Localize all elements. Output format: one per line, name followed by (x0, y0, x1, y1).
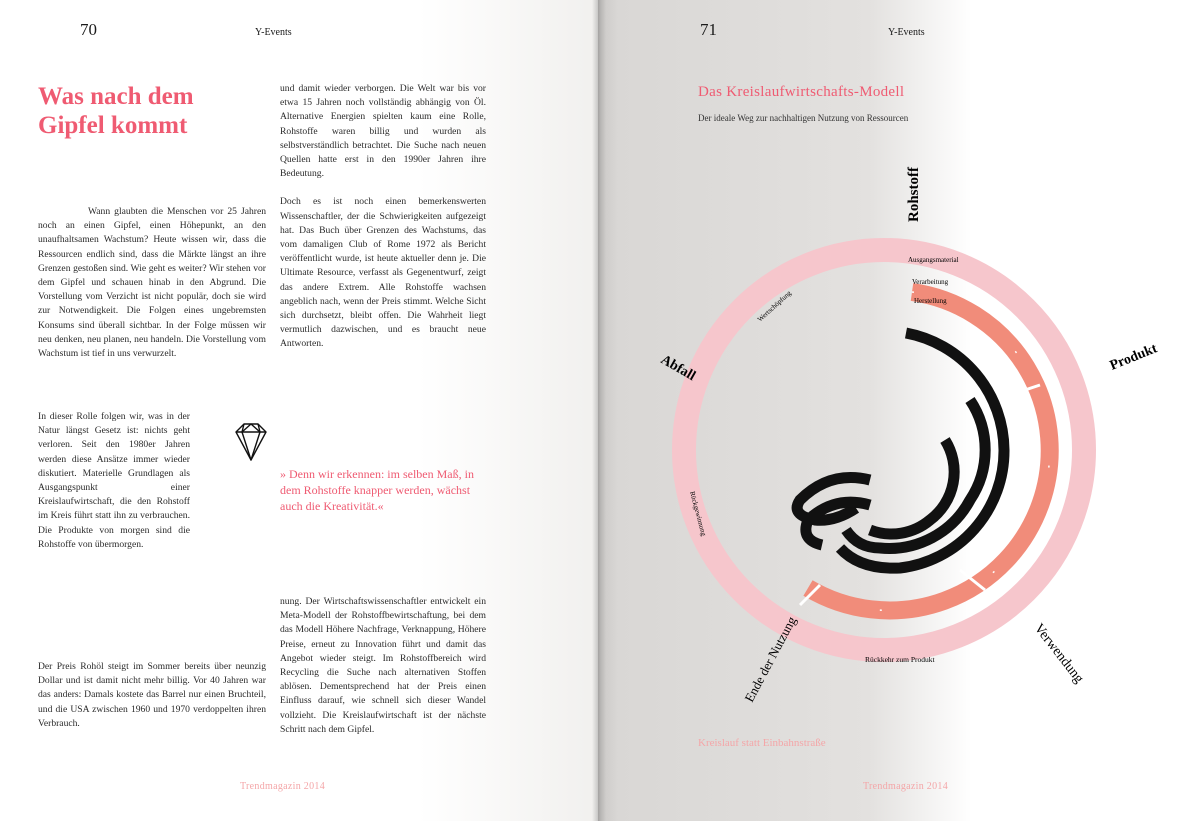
text-column-1-bottom (38, 660, 266, 745)
paragraph: Wann glaubten die Menschen vor 25 Jahren noch an einen Gipfel, einen Höhepunkt, an den unaufhaltsamen Wachstum? Heute wissen wir, dass die Ressourcen endlich sind, dass die Märkte längst an ihre Grenzen gestoßen sind. Wie geht es weiter? Wir stehen vor dem Gipfel und schauen hinab in den Abgrund. Die Vorstellung vom Verzicht ist nicht populär, doch sie wird zur Notwendigkeit. Die Folgen eines ungebremsten Konsums sind überall sichtbar. In der Folge müssen wir neu denken, neu planen, neu handeln. Die Vorstellung vom Wachstum ist tief in uns verwurzelt. (38, 206, 266, 360)
label-product: Produkt (1107, 341, 1160, 374)
label-arc-left-low: Rückgewinnung (688, 490, 708, 537)
left-page (0, 0, 598, 821)
page-footer: Trendmagazin 2014 (863, 781, 948, 792)
core-spiral (797, 333, 1004, 568)
label-inner-2: Verarbeitung (912, 278, 949, 286)
page-number: 70 (80, 20, 97, 39)
diagram-title: Das Kreislaufwirtschafts-Modell (698, 84, 905, 100)
label-inner-1: Ausgangsmaterial (908, 256, 959, 264)
book-gutter (592, 0, 606, 821)
paragraph: In dieser Rolle folgen wir, was in der Natur längst Gesetz ist: nichts geht verloren. Seit den 1980er Jahren werden diese Ansätze immer wieder diskutiert. Materielle Grundlagen als Ausgangspunkt einer Kreislaufwirtschaft, die den Rohstoff im Kreis führt statt ihn zu verbrauchen. Die Produkte von morgen sind die Rohstoffe von übermorgen. (38, 411, 190, 550)
paragraph: Der Preis Rohöl steigt im Sommer bereits über neunzig Dollar und ist damit nicht mehr billig. Vor 40 Jahren war das anders: Damals kostete das Barrel nur einen Bruchteil, und die USA zwischen 1960 und 1970 verdoppelten ihren Verbrauch. (38, 661, 266, 729)
page-footer: Trendmagazin 2014 (240, 781, 325, 792)
text-column-1-narrow (38, 410, 190, 566)
label-arc-bottom: Rückkehr zum Produkt (865, 655, 935, 664)
label-arc-left: Wertschöpfung (755, 289, 793, 324)
paragraph: nung. Der Wirtschaftswissenschaftler entwickelt ein Meta-Modell der Rohstoffbewirtschaftung, bei dem das Modell Höhere Nachfrage, Verknappung, Höhere Preise, erneut zu Innovation führt und damit das Angebot wieder steigt. Im Rohstoffbereich wird Recycling die Suche nach alternativen Stoffen ablösen. Dementsprechend hat der Preis einen Einfluss darauf, wie schnell sich dieser Wandel vollzieht. Die Kreislaufwirtschaft ist der nächste Schritt nach dem Gipfel. (280, 596, 486, 735)
diamond-icon (230, 420, 272, 464)
label-raw-material: Rohstoff (906, 167, 922, 222)
text-column-2-bottom (280, 595, 486, 751)
label-inner-3: Herstellung (914, 297, 947, 305)
paragraph: Doch es ist noch einen bemerkenswerten Wissenschaftler, der die Schwierigkeiten aufgezeigt hat. Das Buch über Grenzen des Wachstums, das vom damaligen Club of Rome 1972 als Bericht veröffentlicht wurde, ist heute aktueller denn je. Die Ultimate Resource, verfasst als Gegenentwurf, zeigt das andere Extrem. Alle Rohstoffe wachsen angeblich nach, wenn der Preis stimmt. Welche Sicht sich durchsetzt, bleibt offen. Die Wahrheit liegt vermutlich dazwischen, und es braucht neue Antworten. (280, 196, 486, 350)
article-headline: Was nach dem Gipfel kommt (38, 83, 194, 139)
label-waste: Abfall (658, 352, 698, 385)
label-end-of-use: Ende der Nutzung (741, 613, 800, 705)
running-head: Y-Events (888, 27, 925, 38)
label-usage: Verwendung (1030, 621, 1087, 687)
circular-economy-diagram (598, 0, 1200, 821)
paragraph: und damit wieder verborgen. Die Welt war bis vor etwa 15 Jahren noch vollständig abhängig von Öl. Alternative Energien spielten kaum eine Rolle, Rohstoffe waren billig und wurden als selbstverständlich betrachtet. Die Suche nach neuen Quellen hatte erst in den 1990er Jahren ihre Bedeutung. (280, 83, 486, 180)
page-number: 71 (700, 20, 717, 39)
running-head: Y-Events (255, 27, 292, 38)
diagram-subtitle: Der ideale Weg zur nachhaltigen Nutzung von Ressourcen (698, 113, 909, 123)
right-page (598, 0, 1200, 821)
outer-ring (684, 250, 1084, 650)
diagram-note: Kreislauf statt Einbahnstraße (698, 737, 826, 749)
pull-quote: » Denn wir erkennen: im selben Maß, in dem Rohstoffe knapper werden, wächst auch die Kreativität.« (280, 467, 474, 513)
text-column-1 (38, 205, 266, 375)
text-column-2 (280, 82, 486, 366)
